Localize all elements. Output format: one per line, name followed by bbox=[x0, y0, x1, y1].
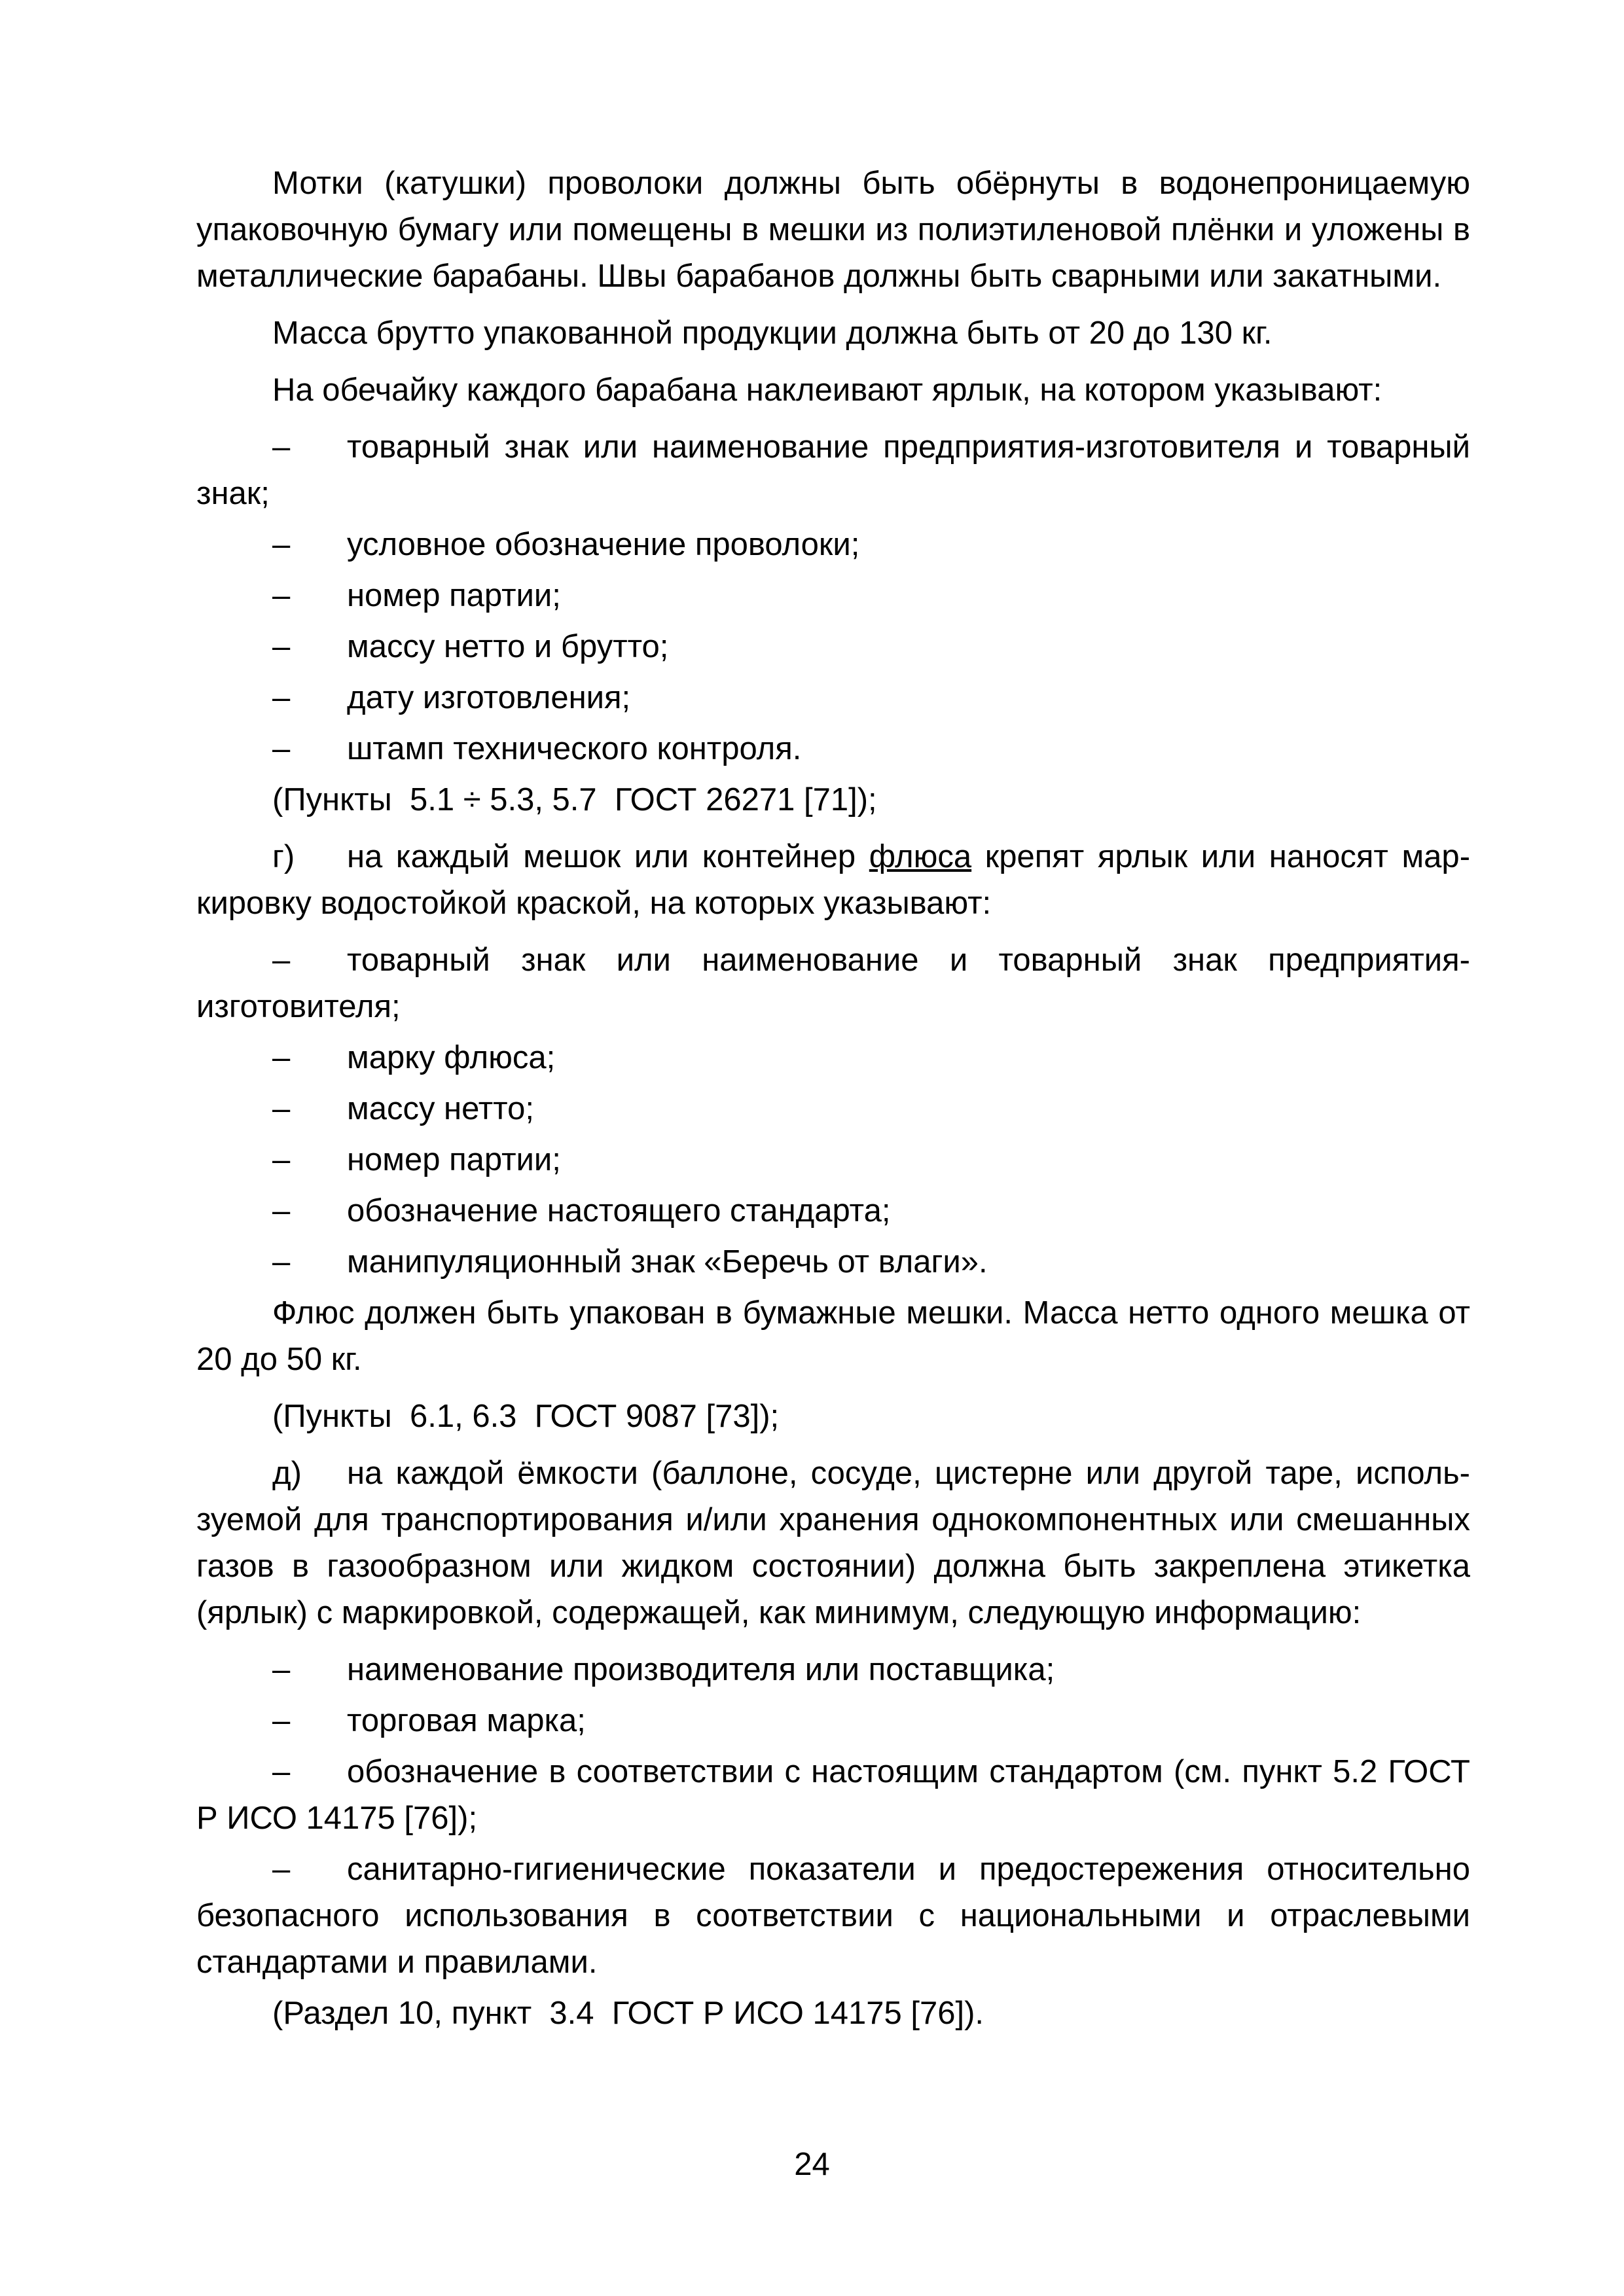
list-item bbox=[196, 1086, 1470, 1132]
list-item bbox=[196, 1846, 1470, 1986]
paragraph-flux-packing: Флюс должен быть упакован в бумажные мешки. Масса нетто одного мешка от 20 до 50 кг. bbox=[196, 1295, 1470, 1377]
list-item-text: массу нетто и брутто; bbox=[347, 629, 669, 664]
dash-marker: – bbox=[272, 1244, 291, 1280]
dash-marker: – bbox=[272, 578, 291, 613]
dash-marker: – bbox=[272, 680, 291, 715]
list-item-text: номер партии; bbox=[347, 1142, 561, 1177]
page-body bbox=[196, 160, 1470, 2047]
list-item-text: условное обозначение проволоки; bbox=[347, 527, 860, 562]
list-item-text: товарный знак или наименование и товарный знак предприятия-изготовителя; bbox=[196, 942, 1470, 1024]
list-item-text: торговая марка; bbox=[347, 1703, 586, 1738]
list-item-text: номер партии; bbox=[347, 578, 561, 613]
dash-marker: – bbox=[272, 1703, 291, 1738]
list-item bbox=[196, 675, 1470, 721]
list-item bbox=[196, 522, 1470, 568]
list-item bbox=[196, 624, 1470, 670]
reference-gost-26271: (Пункты 5.1 ÷ 5.3, 5.7 ГОСТ 26271 [71]); bbox=[272, 782, 877, 817]
dash-marker: – bbox=[272, 1852, 291, 1887]
list-item bbox=[196, 937, 1470, 1030]
list-item bbox=[196, 1239, 1470, 1285]
list-item bbox=[196, 424, 1470, 517]
reference-gost-r-iso-14175: (Раздел 10, пункт 3.4 ГОСТ Р ИСО 14175 [76]). bbox=[272, 1996, 984, 2031]
list-item bbox=[196, 1035, 1470, 1081]
paragraph-coils: Мотки (катушки) проволоки должны быть обёрнуты в водонепроницаемую упаковочную бумагу или помещены в мешки из полиэтиленовой плёнки и уложены в металлические барабаны. Швы барабанов должны быть сварными или закатными. bbox=[196, 166, 1470, 294]
list-item bbox=[196, 1698, 1470, 1744]
list-item-text: массу нетто; bbox=[347, 1091, 534, 1126]
dash-marker: – bbox=[272, 527, 291, 562]
list-item-text: санитарно-гигиенические показатели и предостережения относительно безопасного использования в соответствии с национальными и отраслевыми стандартами и правилами. bbox=[196, 1852, 1470, 1980]
item-text: на каждый мешок или контейнер bbox=[347, 839, 869, 874]
list-item-text: манипуляционный знак «Беречь от влаги». bbox=[347, 1244, 988, 1280]
dash-marker: – bbox=[272, 629, 291, 664]
dash-marker: – bbox=[272, 942, 291, 978]
item-letter: г) bbox=[272, 839, 295, 874]
list-item-text: штамп технического контроля. bbox=[347, 731, 802, 766]
paragraph-drum-label: На обечайку каждого барабана наклеивают ярлык, на котором указывают: bbox=[272, 372, 1382, 408]
list-item-text: товарный знак или наименование предприятия-изготовителя и товарный знак; bbox=[196, 429, 1470, 511]
item-text-continued: крепят ярлык или наносят маркировку водостойкой краской, на которых указывают: bbox=[196, 839, 1471, 921]
page-number: 24 bbox=[794, 2147, 830, 2182]
item-g bbox=[196, 834, 1470, 927]
list-item bbox=[196, 573, 1470, 619]
dash-marker: – bbox=[272, 1754, 291, 1789]
dash-marker: – bbox=[272, 1142, 291, 1177]
dash-marker: – bbox=[272, 1193, 291, 1229]
reference-gost-9087: (Пункты 6.1, 6.3 ГОСТ 9087 [73]); bbox=[272, 1399, 780, 1434]
dash-marker: – bbox=[272, 731, 291, 766]
item-d bbox=[196, 1450, 1470, 1636]
list-item bbox=[196, 1749, 1470, 1842]
list-item-text: марку флюса; bbox=[347, 1040, 556, 1075]
dash-marker: – bbox=[272, 1652, 291, 1687]
list-item-text: обозначение настоящего стандарта; bbox=[347, 1193, 891, 1229]
list-item bbox=[196, 1137, 1470, 1183]
list-item-text: наименование производителя или поставщика; bbox=[347, 1652, 1055, 1687]
dash-marker: – bbox=[272, 1091, 291, 1126]
underlined-term-flux: флюса bbox=[869, 839, 972, 874]
dash-marker: – bbox=[272, 429, 291, 465]
item-text: на каждой ёмкости (баллоне, сосуде, цистерне или другой таре, используемой для транспортирования и/или хранения однокомпонентных или смешанных газов в газообразном или жидком состоянии) должна быть закреплена этикетка (ярлык) с маркировкой, содержащей, как минимум, следующую информацию: bbox=[196, 1456, 1470, 1630]
dash-marker: – bbox=[272, 1040, 291, 1075]
list-item bbox=[196, 1188, 1470, 1234]
paragraph-gross-mass: Масса брутто упакованной продукции должна быть от 20 до 130 кг. bbox=[272, 315, 1272, 351]
list-item-text: дату изготовления; bbox=[347, 680, 631, 715]
item-letter: д) bbox=[272, 1456, 302, 1491]
list-item-text: обозначение в соответствии с настоящим стандартом (см. пункт 5.2 ГОСТ Р ИСО 14175 [76]); bbox=[196, 1754, 1470, 1836]
list-item bbox=[196, 726, 1470, 772]
list-item bbox=[196, 1647, 1470, 1693]
